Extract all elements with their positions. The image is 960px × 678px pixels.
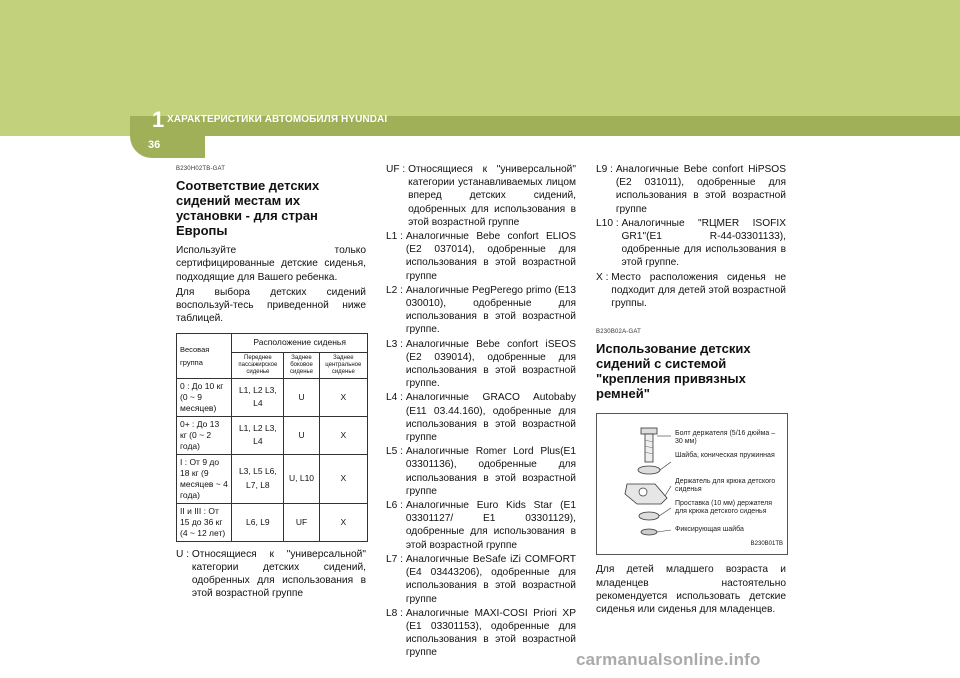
definition-item <box>596 217 786 270</box>
definition-key: L10 : <box>596 217 622 229</box>
figure-label: Болт держателя (5/16 дюйма – 30 мм) <box>675 430 776 446</box>
definition-item <box>386 499 576 552</box>
definition-text: Аналогичные "RЦMER ISOFIX GR1"(E1 R-44-03301133), одобренные для использования в этой группе. <box>621 217 786 269</box>
definition-key: UF : <box>386 164 409 175</box>
lock-washer-icon <box>641 529 657 535</box>
definition-key: L3 : <box>386 338 406 350</box>
table-header-rear-center: Заднее центральное сиденье <box>319 352 367 378</box>
table-cell-side: UF <box>284 503 319 541</box>
figure-label: Фиксирующая шайба <box>675 526 744 534</box>
definition-key: L6 : <box>386 500 406 512</box>
table-row <box>177 503 368 541</box>
definition-item <box>386 284 576 337</box>
column-2 <box>386 163 576 661</box>
section-title: Использование детских сидений с системой "крепления привязных ремней" <box>596 341 751 402</box>
table-row <box>177 416 368 454</box>
chapter-number: 1 <box>152 107 165 132</box>
definition-item <box>386 230 576 283</box>
definition-text: Место расположения сиденья не подходит для детей этой возрастной группы. <box>611 271 786 310</box>
table-cell-front: L1, L2 L3, L4 <box>232 416 284 454</box>
table-header-group: Весовая группа <box>177 334 232 378</box>
table-cell-front: L6, L9 <box>232 503 284 541</box>
page-tab <box>130 128 205 158</box>
definition-text: Аналогичные PegPerego primo (E13 030010), одобренные для использования в этой возрастной группе. <box>405 284 576 336</box>
table-cell-group: II и III : От 15 до 36 кг (4 ~ 12 лет) <box>177 503 232 541</box>
definition-item <box>596 271 786 311</box>
definition-item <box>386 445 576 498</box>
table-cell-front: L3, L5 L6, L7, L8 <box>232 454 284 503</box>
definition-key: U : <box>176 548 192 560</box>
definition-text: Аналогичные Euro Kids Star (E1 03301127/ E1 03301129), одобренные для использования в этой возрастной группе <box>405 500 576 551</box>
definition-item <box>386 163 576 229</box>
column-1 <box>176 163 366 601</box>
definition-text: Аналогичные GRACO Autobaby (E11 03.44.160), одобренные для использования в этой возрастной группе <box>405 392 576 444</box>
paragraph: Для детей младшего возраста и младенцев настоятельно рекомендуется использовать детские сиденья или сиденья для младенцев. <box>596 564 786 616</box>
table-row <box>177 378 368 416</box>
definition-key: L2 : <box>386 284 406 296</box>
table-cell-group: 0+ : До 13 кг (0 ~ 2 года) <box>177 416 232 454</box>
definition-key: L8 : <box>386 607 406 619</box>
page-number: 36 <box>148 139 161 151</box>
chapter-title: ХАРАКТЕРИСТИКИ АВТОМОБИЛЯ HYUNDAI <box>167 114 388 125</box>
definition-item <box>386 391 576 444</box>
definition-key: L7 : <box>386 553 406 565</box>
table-header-front: Переднее пассажирское сиденье <box>232 352 284 378</box>
spacer-icon <box>639 512 659 520</box>
definition-key: X : <box>596 271 612 283</box>
figure-label: Держатель для крюка детского сиденья <box>675 478 776 494</box>
table-cell-side: U <box>284 416 319 454</box>
table-cell-side: U <box>284 378 319 416</box>
table-cell-center: X <box>319 378 367 416</box>
table-header-position: Расположение сиденья <box>232 334 368 352</box>
table-cell-group: 0 : До 10 кг (0 ~ 9 месяцев) <box>177 378 232 416</box>
table-cell-center: X <box>319 416 367 454</box>
table-cell-center: X <box>319 454 367 503</box>
definition-item <box>386 553 576 606</box>
watermark: carmanualsonline.info <box>576 650 761 669</box>
section-code: B230H02TB-GAT <box>176 166 226 172</box>
definition-text: Относящиеся к "универсальной" категории устанавливаемых лицом вперед детских сидений, одобренных для использования в этой возрастной группе <box>408 164 576 228</box>
definition-item <box>596 163 786 216</box>
definition-item <box>176 548 366 601</box>
definition-text: Аналогичные Bebe confort ELIOS (E2 037014), одобренные для использования в этой возрастной группе <box>405 231 576 282</box>
table-header-rear-side: Заднее боковое сиденье <box>284 352 319 378</box>
section-code: B230B02A-GAT <box>596 329 641 336</box>
definition-text: Относящиеся к "универсальной" категории детских сидений, одобренных для использования в этой возрастной группе <box>191 548 366 600</box>
column-3 <box>596 163 786 618</box>
definition-key: L5 : <box>386 446 406 458</box>
definition-text: Аналогичные Bebe confort iSEOS (E2 039014), одобренные для использования в этой возрастной группе. <box>405 338 576 390</box>
definition-key: L9 : <box>596 164 616 175</box>
definition-item <box>386 338 576 391</box>
table-cell-group: I : От 9 до 18 кг (9 месяцев ~ 4 года) <box>177 454 232 503</box>
definition-key: L1 : <box>386 231 406 243</box>
figure-label: Шайба, коническая пружинная <box>675 452 775 460</box>
paragraph: Для выбора детских сидений воспользуй-тесь приведенной ниже таблицей. <box>176 286 366 325</box>
table-cell-side: U, L10 <box>284 454 319 503</box>
table-cell-front: L1, L2 L3, L4 <box>232 378 284 416</box>
bolt-icon <box>641 428 657 462</box>
definition-text: Аналогичные MAXI-COSI Priori XP (E1 03301153), одобренные для использования в этой возрастной группе <box>405 607 576 659</box>
definition-item <box>386 607 576 660</box>
figure-code: B230B01TB <box>750 541 783 548</box>
definition-key: L4 : <box>386 392 406 404</box>
paragraph: Используйте только сертифицированные детские сиденья, подходящие для Вашего ребенка. <box>176 245 366 283</box>
table-row <box>177 454 368 503</box>
definition-text: Аналогичные BeSafe iZi COMFORT (E4 03443206), одобренные для использования в этой возрастной группе <box>405 553 576 605</box>
definition-text: Аналогичные Romer Lord Plus(E1 03301136), одобренные для использования в этой возрастной группе <box>405 446 576 497</box>
tether-anchor-figure <box>596 413 788 555</box>
washer-icon <box>638 466 660 474</box>
table-cell-center: X <box>319 503 367 541</box>
seat-compatibility-table <box>176 333 368 541</box>
section-title: Соответствие детских сидений местам их установки - для стран Европы <box>176 178 320 239</box>
figure-label: Проставка (10 мм) держателя для крюка детского сиденья <box>675 500 773 516</box>
definition-text: Аналогичные Bebe confort HiPSOS (E2 031011), одобренные для использования в этой возрастной группе <box>615 164 786 215</box>
